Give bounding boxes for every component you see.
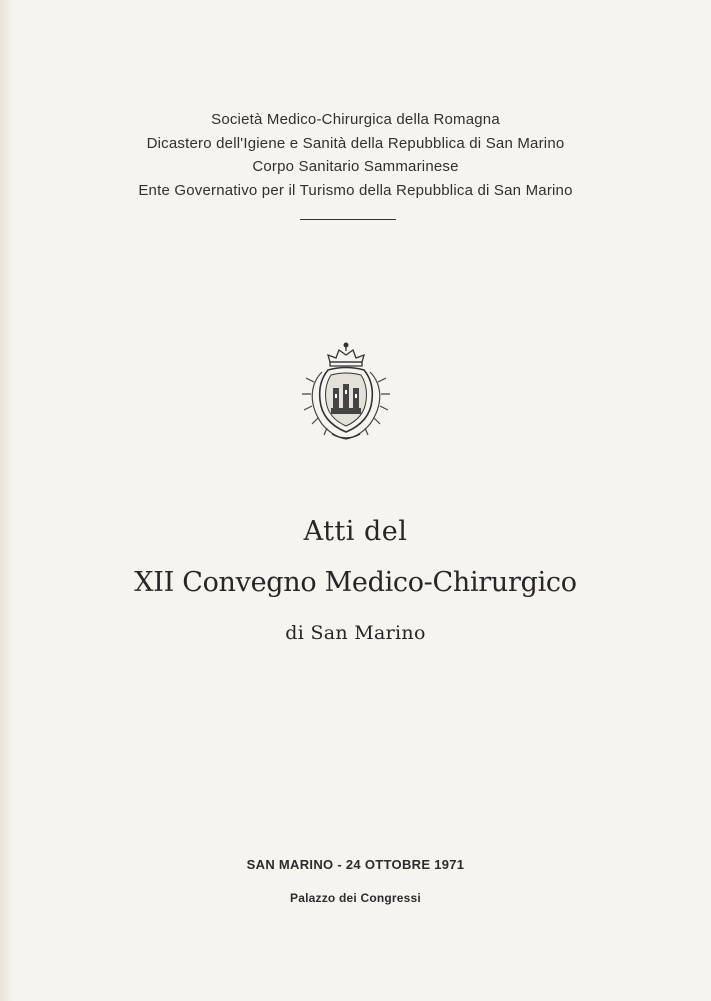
san-marino-coat-of-arms-icon [300, 338, 392, 444]
title-line-2: XII Convegno Medico-Chirurgico [134, 567, 577, 598]
title-line-3: di San Marino [285, 622, 426, 644]
organizer-line: Società Medico-Chirurgica della Romagna [211, 111, 500, 128]
venue: Palazzo dei Congressi [290, 891, 421, 905]
organizer-line: Ente Governativo per il Turismo della Repubblica di San Marino [138, 181, 573, 199]
title-line-1: Atti del [303, 516, 408, 547]
place-date: SAN MARINO - 24 OTTOBRE 1971 [246, 857, 465, 872]
organizer-line: Dicastero dell'Igiene e Sanità della Repubblica di San Marino [146, 134, 565, 152]
organizers-block [0, 108, 711, 202]
separator-rule [300, 219, 396, 220]
organizer-line: Corpo Sanitario Sammarinese [252, 158, 459, 175]
